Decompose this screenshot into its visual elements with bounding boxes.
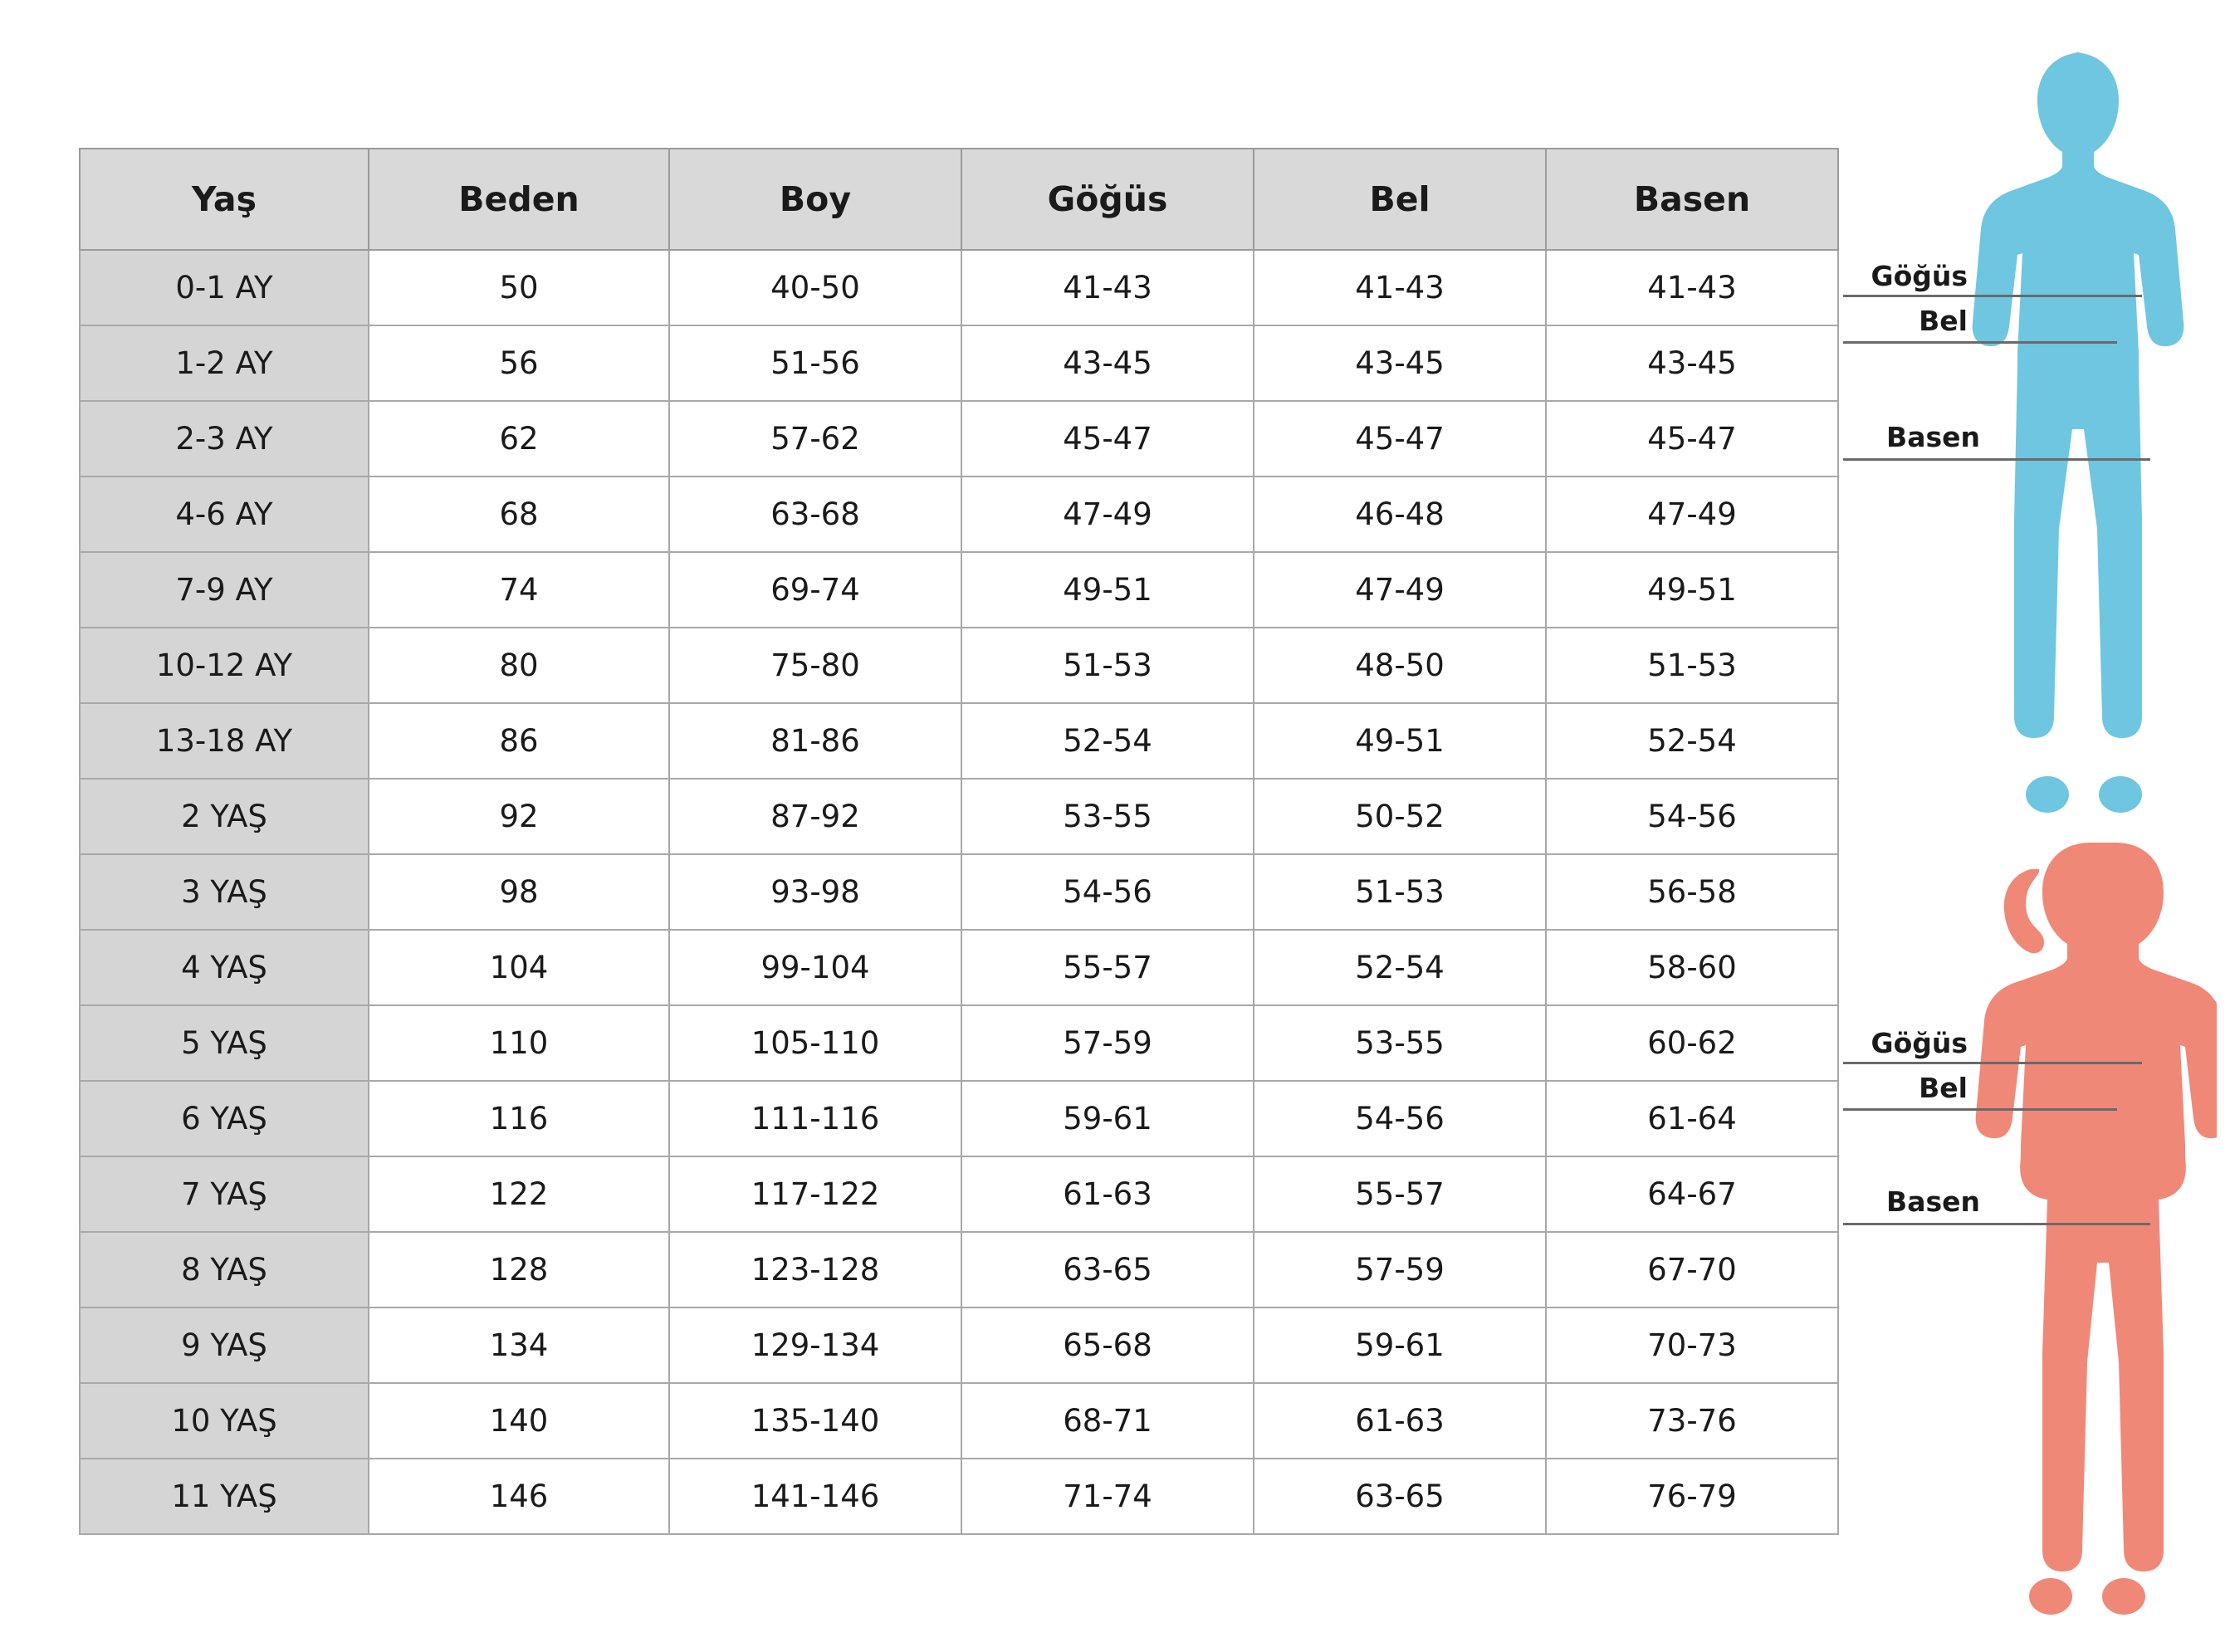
table-row [80, 1459, 1838, 1534]
table-row [80, 1081, 1838, 1156]
cell-age: 10-12 AY [80, 628, 369, 703]
table-row [80, 1383, 1838, 1459]
girl-figure [1835, 834, 2225, 1631]
cell-age: 2 YAŞ [80, 779, 369, 854]
boy-chest-line [1843, 295, 2142, 297]
cell-basen: 41-43 [1546, 250, 1838, 325]
table-row [80, 930, 1838, 1005]
cell-gogus: 43-45 [961, 325, 1254, 401]
table-row [80, 250, 1838, 325]
cell-basen: 58-60 [1546, 930, 1838, 1005]
cell-age: 0-1 AY [80, 250, 369, 325]
cell-gogus: 49-51 [961, 552, 1254, 628]
cell-age: 1-2 AY [80, 325, 369, 401]
cell-bel: 57-59 [1254, 1232, 1546, 1307]
cell-gogus: 55-57 [961, 930, 1254, 1005]
cell-boy: 135-140 [669, 1383, 961, 1459]
column-header-bel: Bel [1254, 149, 1546, 250]
size-table [79, 148, 1839, 1535]
cell-bel: 47-49 [1254, 552, 1546, 628]
cell-gogus: 53-55 [961, 779, 1254, 854]
cell-beden: 86 [369, 703, 669, 779]
cell-bel: 46-48 [1254, 477, 1546, 552]
girl-hip-line [1843, 1223, 2150, 1225]
cell-beden: 116 [369, 1081, 669, 1156]
cell-gogus: 47-49 [961, 477, 1254, 552]
cell-age: 2-3 AY [80, 401, 369, 477]
cell-beden: 50 [369, 250, 669, 325]
cell-gogus: 51-53 [961, 628, 1254, 703]
cell-boy: 75-80 [669, 628, 961, 703]
cell-age: 11 YAŞ [80, 1459, 369, 1534]
cell-basen: 56-58 [1546, 854, 1838, 930]
cell-beden: 98 [369, 854, 669, 930]
girl-silhouette-icon [1951, 834, 2217, 1619]
table-row [80, 1156, 1838, 1232]
cell-age: 3 YAŞ [80, 854, 369, 930]
cell-bel: 55-57 [1254, 1156, 1546, 1232]
girl-hip-label: Basen [1886, 1185, 1980, 1218]
cell-boy: 99-104 [669, 930, 961, 1005]
cell-beden: 92 [369, 779, 669, 854]
cell-gogus: 68-71 [961, 1383, 1254, 1459]
column-header-boy: Boy [669, 149, 961, 250]
table-row [80, 552, 1838, 628]
cell-beden: 122 [369, 1156, 669, 1232]
size-table-container [79, 148, 1837, 1535]
column-header-gogus: Göğüs [961, 149, 1254, 250]
cell-boy: 123-128 [669, 1232, 961, 1307]
boy-hip-line [1843, 458, 2150, 461]
table-body [80, 250, 1838, 1534]
cell-basen: 73-76 [1546, 1383, 1838, 1459]
cell-boy: 93-98 [669, 854, 961, 930]
cell-bel: 59-61 [1254, 1307, 1546, 1383]
cell-age: 10 YAŞ [80, 1383, 369, 1459]
cell-age: 5 YAŞ [80, 1005, 369, 1081]
boy-chest-label: Göğüs [1871, 260, 1968, 292]
cell-age: 9 YAŞ [80, 1307, 369, 1383]
cell-beden: 80 [369, 628, 669, 703]
cell-beden: 140 [369, 1383, 669, 1459]
cell-bel: 53-55 [1254, 1005, 1546, 1081]
cell-bel: 51-53 [1254, 854, 1546, 930]
cell-boy: 51-56 [669, 325, 961, 401]
cell-bel: 48-50 [1254, 628, 1546, 703]
cell-basen: 60-62 [1546, 1005, 1838, 1081]
cell-boy: 81-86 [669, 703, 961, 779]
table-header [80, 149, 1838, 250]
cell-boy: 141-146 [669, 1459, 961, 1534]
cell-basen: 67-70 [1546, 1232, 1838, 1307]
cell-boy: 69-74 [669, 552, 961, 628]
cell-beden: 74 [369, 552, 669, 628]
cell-boy: 87-92 [669, 779, 961, 854]
boy-hip-label: Basen [1886, 421, 1980, 453]
table-row [80, 779, 1838, 854]
cell-boy: 105-110 [669, 1005, 961, 1081]
cell-basen: 45-47 [1546, 401, 1838, 477]
cell-gogus: 65-68 [961, 1307, 1254, 1383]
cell-basen: 64-67 [1546, 1156, 1838, 1232]
cell-age: 4-6 AY [80, 477, 369, 552]
boy-silhouette-icon [1951, 46, 2217, 818]
cell-bel: 52-54 [1254, 930, 1546, 1005]
cell-age: 7 YAŞ [80, 1156, 369, 1232]
cell-gogus: 63-65 [961, 1232, 1254, 1307]
cell-basen: 49-51 [1546, 552, 1838, 628]
table-row [80, 325, 1838, 401]
cell-gogus: 57-59 [961, 1005, 1254, 1081]
girl-waist-label: Bel [1919, 1072, 1968, 1104]
table-row [80, 854, 1838, 930]
column-header-beden: Beden [369, 149, 669, 250]
cell-bel: 49-51 [1254, 703, 1546, 779]
cell-basen: 52-54 [1546, 703, 1838, 779]
cell-gogus: 59-61 [961, 1081, 1254, 1156]
cell-beden: 62 [369, 401, 669, 477]
table-row [80, 401, 1838, 477]
cell-bel: 50-52 [1254, 779, 1546, 854]
cell-boy: 63-68 [669, 477, 961, 552]
cell-beden: 68 [369, 477, 669, 552]
cell-gogus: 41-43 [961, 250, 1254, 325]
cell-beden: 110 [369, 1005, 669, 1081]
table-row [80, 1307, 1838, 1383]
cell-boy: 40-50 [669, 250, 961, 325]
girl-waist-line [1843, 1108, 2117, 1111]
cell-boy: 117-122 [669, 1156, 961, 1232]
column-header-basen: Basen [1546, 149, 1838, 250]
boy-waist-label: Bel [1919, 305, 1968, 337]
table-row [80, 477, 1838, 552]
cell-beden: 134 [369, 1307, 669, 1383]
cell-bel: 43-45 [1254, 325, 1546, 401]
cell-basen: 47-49 [1546, 477, 1838, 552]
table-row [80, 628, 1838, 703]
cell-basen: 51-53 [1546, 628, 1838, 703]
cell-bel: 41-43 [1254, 250, 1546, 325]
cell-gogus: 54-56 [961, 854, 1254, 930]
cell-boy: 111-116 [669, 1081, 961, 1156]
cell-basen: 76-79 [1546, 1459, 1838, 1534]
cell-basen: 61-64 [1546, 1081, 1838, 1156]
cell-age: 6 YAŞ [80, 1081, 369, 1156]
cell-boy: 129-134 [669, 1307, 961, 1383]
column-header-yas: Yaş [80, 149, 369, 250]
cell-gogus: 61-63 [961, 1156, 1254, 1232]
cell-bel: 61-63 [1254, 1383, 1546, 1459]
cell-beden: 128 [369, 1232, 669, 1307]
cell-bel: 63-65 [1254, 1459, 1546, 1534]
cell-gogus: 52-54 [961, 703, 1254, 779]
cell-age: 8 YAŞ [80, 1232, 369, 1307]
table-row [80, 703, 1838, 779]
cell-beden: 146 [369, 1459, 669, 1534]
cell-basen: 70-73 [1546, 1307, 1838, 1383]
cell-bel: 54-56 [1254, 1081, 1546, 1156]
figures-panel [1835, 25, 2225, 1644]
girl-chest-line [1843, 1062, 2142, 1064]
cell-age: 4 YAŞ [80, 930, 369, 1005]
cell-basen: 43-45 [1546, 325, 1838, 401]
table-row [80, 1232, 1838, 1307]
cell-boy: 57-62 [669, 401, 961, 477]
table-header-row [80, 149, 1838, 250]
cell-beden: 56 [369, 325, 669, 401]
boy-waist-line [1843, 341, 2117, 344]
cell-gogus: 71-74 [961, 1459, 1254, 1534]
table-row [80, 1005, 1838, 1081]
cell-basen: 54-56 [1546, 779, 1838, 854]
cell-age: 13-18 AY [80, 703, 369, 779]
cell-bel: 45-47 [1254, 401, 1546, 477]
cell-gogus: 45-47 [961, 401, 1254, 477]
boy-figure [1835, 46, 2225, 830]
cell-beden: 104 [369, 930, 669, 1005]
cell-age: 7-9 AY [80, 552, 369, 628]
girl-chest-label: Göğüs [1871, 1027, 1968, 1059]
